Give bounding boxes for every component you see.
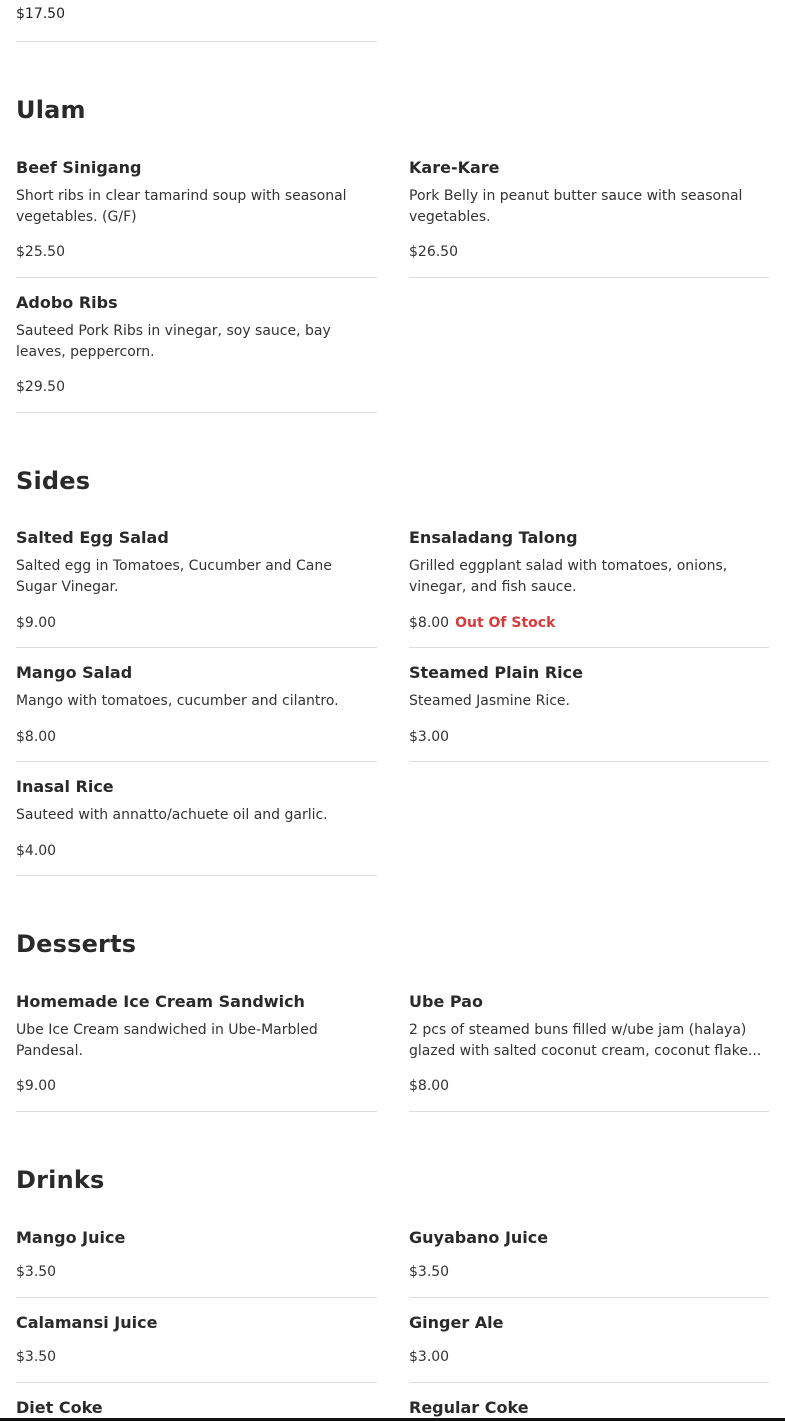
menu-item-ice-cream-sandwich[interactable] [16, 992, 376, 1092]
item-name: Diet Coke [16, 1398, 103, 1417]
divider [16, 875, 377, 876]
item-description: Mango with tomatoes, cucumber and cilantro. [16, 693, 339, 709]
item-name: Steamed Plain Rice [409, 663, 583, 682]
menu-item-regular-coke[interactable] [409, 1398, 769, 1418]
divider [16, 647, 377, 648]
item-price: $26.50 [409, 244, 458, 260]
item-price: $3.50 [16, 1264, 57, 1280]
menu-item-ensaladang-talong[interactable] [409, 528, 769, 631]
item-price: $17.50 [16, 6, 65, 22]
divider [16, 412, 377, 413]
item-description: Pork Belly in peanut butter sauce with seasonal vegetables. [409, 188, 743, 225]
item-description: Salted egg in Tomatoes, Cucumber and Cane Sugar Vinegar. [16, 558, 332, 595]
divider [409, 647, 769, 648]
divider [409, 1111, 769, 1112]
item-name: Homemade Ice Cream Sandwich [16, 992, 305, 1011]
out-of-stock-badge: Out Of Stock [455, 615, 556, 631]
item-description: Grilled eggplant salad with tomatoes, onions, vinegar, and fish sauce. [409, 558, 728, 595]
item-price: $4.00 [16, 843, 57, 859]
section-title-drinks: Drinks [16, 1166, 105, 1194]
menu-item-guyabano-juice[interactable] [409, 1228, 769, 1288]
divider [16, 1111, 377, 1112]
menu-item-mango-juice[interactable] [16, 1228, 376, 1288]
item-name: Inasal Rice [16, 777, 114, 796]
item-price: $3.00 [409, 1349, 450, 1365]
menu-item-steamed-plain-rice[interactable] [409, 663, 769, 743]
section-title-ulam: Ulam [16, 96, 86, 124]
item-description: Sauteed Pork Ribs in vinegar, soy sauce, bay leaves, peppercorn. [16, 323, 331, 360]
item-name: Ube Pao [409, 992, 483, 1011]
item-name: Ginger Ale [409, 1313, 504, 1332]
item-name: Guyabano Juice [409, 1228, 549, 1247]
item-price: $8.00 [409, 1078, 450, 1094]
menu-item-adobo-ribs[interactable] [16, 293, 376, 393]
item-name: Mango Juice [16, 1228, 126, 1247]
divider [409, 1297, 769, 1298]
item-name: Salted Egg Salad [16, 528, 169, 547]
menu-item-salted-egg-salad[interactable] [16, 528, 376, 631]
menu-item-ube-pao[interactable] [409, 992, 769, 1092]
menu-item-calamansi-juice[interactable] [16, 1313, 376, 1373]
divider [409, 277, 769, 278]
item-price: $29.50 [16, 379, 65, 395]
item-price: $8.00 [16, 729, 57, 745]
divider [16, 41, 377, 42]
item-description: Short ribs in clear tamarind soup with seasonal vegetables. (G/F) [16, 188, 347, 225]
menu-item-kare-kare[interactable] [409, 158, 769, 258]
item-name: Mango Salad [16, 663, 133, 682]
item-price: $3.50 [16, 1349, 57, 1365]
menu-item-inasal-rice[interactable] [16, 777, 376, 857]
item-price: $25.50 [16, 244, 65, 260]
item-price: $3.00 [409, 729, 450, 745]
divider [409, 1382, 769, 1383]
menu-item-beef-sinigang[interactable] [16, 158, 376, 258]
section-title-sides: Sides [16, 467, 91, 495]
menu-item-mango-salad[interactable] [16, 663, 376, 743]
item-name: Regular Coke [409, 1398, 529, 1417]
item-name: Ensaladang Talong [409, 528, 578, 547]
item-price: $3.50 [409, 1264, 450, 1280]
item-description: Ube Ice Cream sandwiched in Ube-Marbled Pandesal. [16, 1022, 318, 1059]
divider [16, 1297, 377, 1298]
menu-item-ginger-ale[interactable] [409, 1313, 769, 1373]
item-price: $8.00 [409, 615, 450, 631]
item-price: $9.00 [16, 1078, 57, 1094]
item-name: Beef Sinigang [16, 158, 142, 177]
item-description: Steamed Jasmine Rice. [409, 693, 570, 709]
item-price: $9.00 [16, 615, 57, 631]
item-description: Sauteed with annatto/achuete oil and garlic. [16, 807, 328, 823]
divider [16, 1382, 377, 1383]
item-name: Adobo Ribs [16, 293, 118, 312]
item-name: Kare-Kare [409, 158, 500, 177]
item-name: Calamansi Juice [16, 1313, 158, 1332]
section-title-desserts: Desserts [16, 930, 137, 958]
divider [16, 761, 377, 762]
item-description: 2 pcs of steamed buns filled w/ube jam (halaya) glazed with salted coconut cream, coconut flake... [409, 1022, 762, 1059]
divider [409, 761, 769, 762]
menu-item-diet-coke[interactable] [16, 1398, 376, 1418]
divider [16, 277, 377, 278]
item-price-row [409, 614, 555, 632]
